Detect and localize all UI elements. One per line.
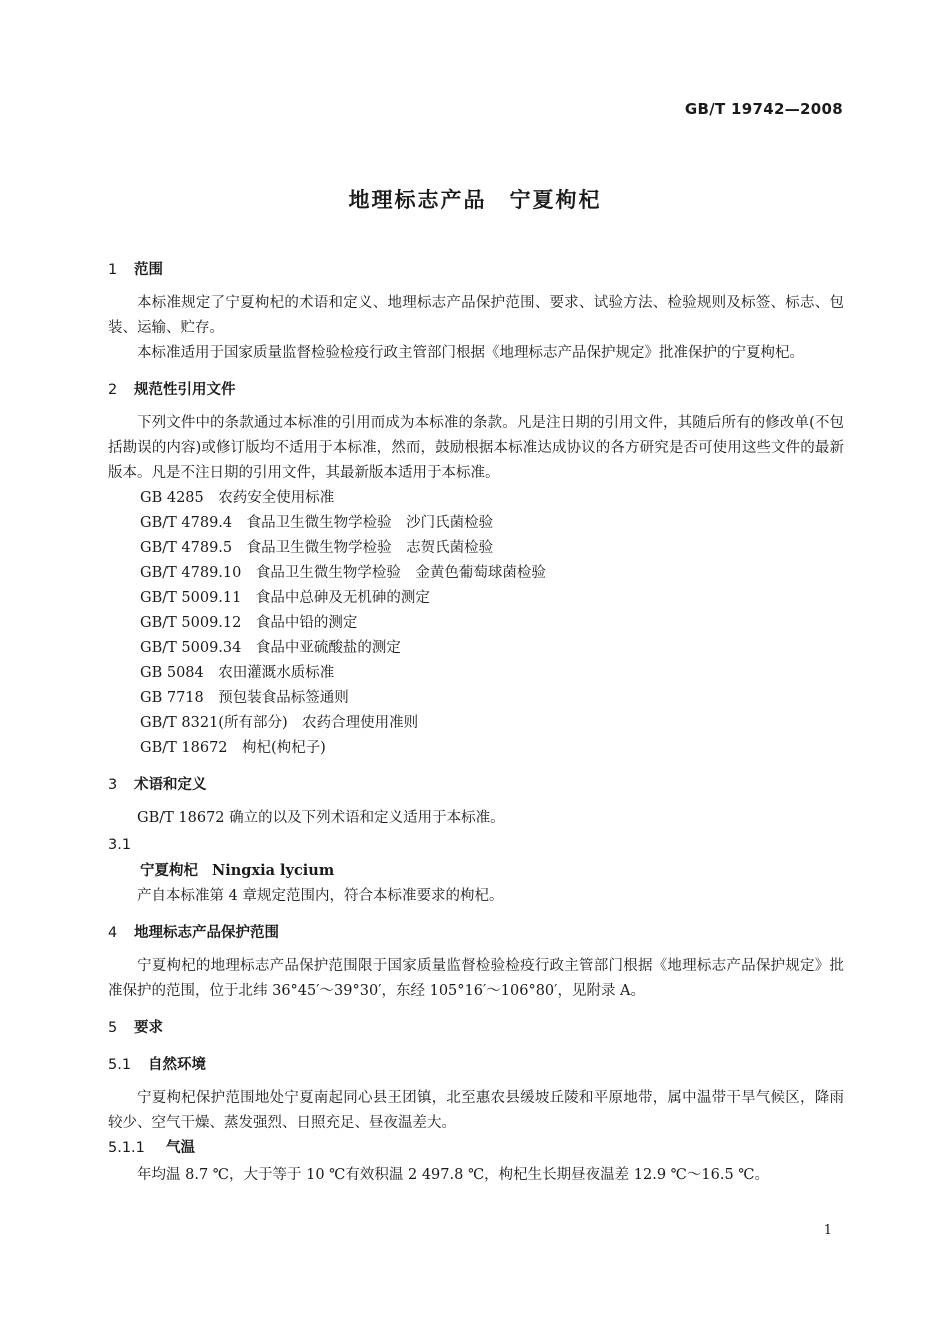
paragraph: 年均温 8.7 ℃，大于等于 10 ℃有效积温 2 497.8 ℃，枸杞生长期昼夜温差 12.9 ℃～16.5 ℃。 <box>137 1167 770 1183</box>
reference-item: GB/T 18672 枸杞(枸杞子) <box>140 740 326 756</box>
reference-item: GB 5084 农田灌溉水质标准 <box>140 665 335 681</box>
subsection-title: 自然环境 <box>148 1057 206 1073</box>
section-number: 4 <box>108 925 118 941</box>
section-3-heading <box>108 773 844 798</box>
paragraph: 下列文件中的条款通过本标准的引用而成为本标准的条款。凡是注日期的引用文件，其随后所有的修改单(不包括勘误的内容)或修订版均不适用于本标准，然而，鼓励根据本标准达成协议的各方研究是否可使用这些文件的最新版本。凡是不注日期的引用文件，其最新版本适用于本标准。 <box>108 415 844 481</box>
subsection-number: 5.1 <box>108 1057 132 1073</box>
term-definition: 产自本标准第 4 章规定范围内，符合本标准要求的枸杞。 <box>137 888 504 904</box>
document-title: 地理标志产品 宁夏枸杞 <box>348 188 602 212</box>
paragraph: 宁夏枸杞保护范围地处宁夏南起同心县王团镇，北至惠农县缓坡丘陵和平原地带，属中温带干旱气候区，降雨较少、空气干燥、蒸发强烈、日照充足、昼夜温差大。 <box>108 1090 844 1131</box>
section-number: 1 <box>108 262 118 278</box>
section-number: 3 <box>108 777 118 793</box>
reference-item: GB 4285 农药安全使用标准 <box>140 490 335 506</box>
section-5-heading <box>108 1016 844 1041</box>
section-title: 地理标志产品保护范围 <box>134 925 279 941</box>
section-title: 规范性引用文件 <box>134 382 236 398</box>
reference-item: GB/T 4789.10 食品卫生微生物学检验 金黄色葡萄球菌检验 <box>140 565 546 581</box>
reference-item: GB/T 5009.12 食品中铅的测定 <box>140 615 358 631</box>
section-2-heading <box>108 378 844 403</box>
section-1-heading <box>108 258 844 283</box>
paragraph: 宁夏枸杞的地理标志产品保护范围限于国家质量监督检验检疫行政主管部门根据《地理标志产品保护规定》批准保护的范围，位于北纬 36°45′～39°30′，东经 105°16′～106°80′，见附录 A。 <box>108 958 844 999</box>
reference-item: GB 7718 预包装食品标签通则 <box>140 690 349 706</box>
reference-item: GB/T 8321(所有部分) 农药合理使用准则 <box>140 715 419 731</box>
term-name-cn: 宁夏枸杞 <box>140 863 198 879</box>
reference-item: GB/T 4789.5 食品卫生微生物学检验 志贺氏菌检验 <box>140 540 494 556</box>
section-4-heading <box>108 921 844 946</box>
section-number: 5 <box>108 1020 118 1036</box>
section-title: 要求 <box>134 1020 163 1036</box>
term-name-en: Ningxia lycium <box>212 862 335 879</box>
standard-code: GB/T 19742—2008 <box>684 100 843 118</box>
page-number: 1 <box>823 1223 832 1238</box>
paragraph: 本标准规定了宁夏枸杞的术语和定义、地理标志产品保护范围、要求、试验方法、检验规则及标签、标志、包装、运输、贮存。 <box>108 295 844 336</box>
subsection-number: 5.1.1 <box>108 1140 145 1156</box>
section-title: 范围 <box>134 262 163 278</box>
reference-item: GB/T 4789.4 食品卫生微生物学检验 沙门氏菌检验 <box>140 515 494 531</box>
subsection-5-1-heading <box>108 1053 844 1078</box>
section-number: 2 <box>108 382 118 398</box>
document-body <box>108 258 844 1188</box>
term-number: 3.1 <box>108 837 132 853</box>
section-title: 术语和定义 <box>134 777 207 793</box>
reference-item: GB/T 5009.11 食品中总砷及无机砷的测定 <box>140 590 430 606</box>
reference-item: GB/T 5009.34 食品中亚硫酸盐的测定 <box>140 640 401 656</box>
paragraph: GB/T 18672 确立的以及下列术语和定义适用于本标准。 <box>137 810 505 826</box>
term-name <box>108 858 844 884</box>
subsection-title: 气温 <box>166 1140 195 1156</box>
subsection-5-1-1-heading <box>108 1136 844 1161</box>
paragraph: 本标准适用于国家质量监督检验检疫行政主管部门根据《地理标志产品保护规定》批准保护的宁夏枸杞。 <box>137 345 804 361</box>
